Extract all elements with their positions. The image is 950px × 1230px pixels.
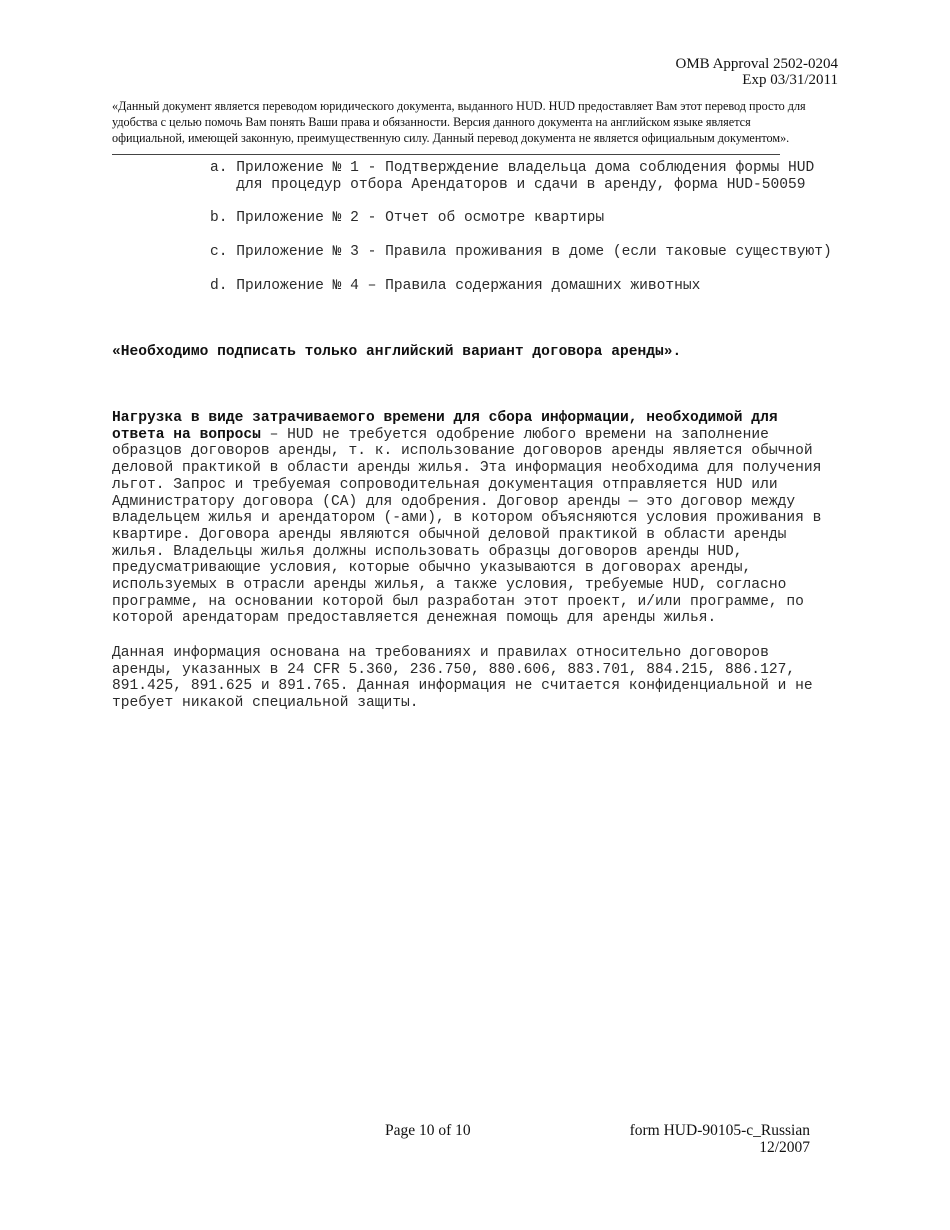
burden-text: – HUD не требуется одобрение любого времени на заполнение (260, 426, 769, 443)
form-date: 12/2007 (759, 1139, 810, 1156)
burden-line: жилья. Владельцы жилья должны использовать образцы договоров аренды HUD, (112, 543, 743, 560)
burden-line: деловой практикой в области аренды жилья. Эта информация необходима для получения (112, 460, 822, 477)
basis-line: требует никакой специальной защиты. (112, 695, 419, 712)
basis-paragraph (112, 645, 813, 712)
disclaimer-line: удобства с целью помочь Вам понять Ваши права и обязанности. Версия данного документа на английском языке является (112, 115, 751, 129)
burden-line: образцов договоров аренды, т. к. использование договоров аренды является обычной (112, 443, 813, 460)
attachment-line: d. Приложение № 4 – Правила содержания домашних животных (210, 278, 701, 294)
burden-line: льгот. Запрос и требуемая сопроводительная документация отправляется HUD или (112, 476, 778, 493)
translation-disclaimer (112, 98, 806, 146)
attachment-a (210, 160, 814, 193)
attachment-line: c. Приложение № 3 - Правила проживания в доме (если таковые существуют) (210, 244, 832, 260)
page-number: Page 10 of 10 (385, 1122, 471, 1139)
burden-paragraph (112, 410, 821, 627)
burden-line: программе, на основании которой был разработан этот проект, и/или программе, по (112, 593, 804, 610)
burden-line: предусматривающие условия, которые обычно указываются в договорах аренды, (112, 560, 752, 577)
form-number: form HUD-90105-c_Russian (629, 1122, 810, 1139)
basis-line: Данная информация основана на требованиях и правилах относительно договоров (112, 645, 769, 661)
burden-heading: Нагрузка в виде затрачиваемого времени для сбора информации, необходимой для (112, 410, 778, 426)
burden-line: которой арендаторам предоставляется денежная помощь для аренды жилья. (112, 610, 717, 627)
burden-heading: ответа на вопросы (112, 426, 261, 443)
burden-line: Администратору договора (CA) для одобрения. Договор аренды — это договор между (112, 493, 796, 510)
disclaimer-line: «Данный документ является переводом юридического документа, выданного HUD. HUD предоставляет Вам этот перевод просто для (112, 99, 806, 113)
attachment-d (210, 278, 700, 295)
attachment-line: a. Приложение № 1 - Подтверждение владельца дома соблюдения формы HUD (210, 160, 815, 176)
disclaimer-line: официальной, имеющей законную, преимущественную силу. Данный перевод документа не является официальным документом». (112, 131, 790, 145)
omb-approval: OMB Approval 2502-0204 (675, 56, 838, 72)
expiration-date: Exp 03/31/2011 (742, 72, 838, 88)
attachment-c (210, 244, 832, 261)
sign-notice-text: «Необходимо подписать только английский вариант договора аренды». (112, 344, 682, 360)
burden-line: используемых в отрасли аренды жилья, а также условия, требуемые HUD, согласно (112, 577, 787, 594)
attachment-b (210, 210, 604, 227)
sign-notice (112, 344, 681, 360)
basis-line: аренды, указанных в 24 CFR 5.360, 236.750, 880.606, 883.701, 884.215, 886.127, (112, 661, 796, 678)
attachment-line: b. Приложение № 2 - Отчет об осмотре квартиры (210, 210, 605, 226)
burden-line: квартире. Договора аренды являются обычной деловой практикой в области аренды (112, 526, 787, 543)
basis-line: 891.425, 891.625 и 891.765. Данная информация не считается конфиденциальной и не (112, 678, 813, 695)
attachment-line: для процедур отбора Арендаторов и сдачи в аренду, форма HUD-50059 (210, 176, 806, 193)
divider (112, 154, 780, 155)
burden-line: владельцем жилья и арендатором (-ами), в котором объясняются условия проживания в (112, 510, 822, 527)
